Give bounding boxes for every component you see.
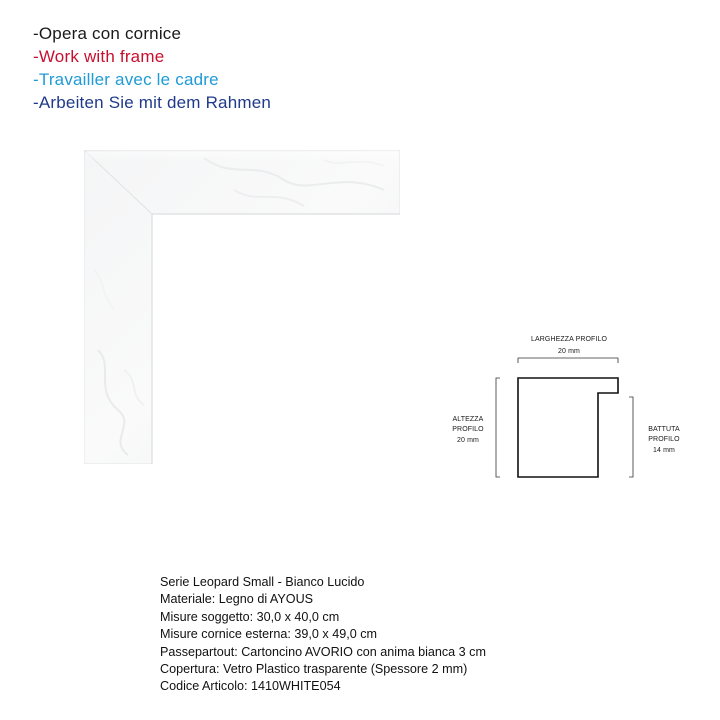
frame-corner-image <box>84 150 400 464</box>
spec-material: Materiale: Legno di AYOUS <box>160 592 314 607</box>
width-value: 20 mm <box>558 348 580 355</box>
profile-outline <box>518 378 618 477</box>
product-specs <box>160 574 486 696</box>
rebate-label-line1: BATTUTA <box>648 426 680 433</box>
spec-external-size: Misure cornice esterna: 39,0 x 49,0 cm <box>160 627 377 642</box>
title-italian: -Opera con cornice <box>33 24 182 43</box>
spec-passepartout: Passepartout: Cartoncino AVORIO con anima bianca 3 cm <box>160 644 486 659</box>
title-german: -Arbeiten Sie mit dem Rahmen <box>33 93 272 112</box>
height-label-line2: PROFILO <box>452 426 484 433</box>
spec-cover: Copertura: Vetro Plastico trasparente (Spessore 2 mm) <box>160 662 468 677</box>
title-lines <box>33 22 271 114</box>
spec-series: Serie Leopard Small - Bianco Lucido <box>160 575 365 589</box>
width-label: LARGHEZZA PROFILO <box>531 336 607 343</box>
rebate-value: 14 mm <box>653 447 675 454</box>
height-label-line1: ALTEZZA <box>452 416 484 423</box>
profile-diagram <box>440 325 700 495</box>
title-french: -Travailler avec le cadre <box>33 70 219 89</box>
spec-article-code: Codice Articolo: 1410WHITE054 <box>160 679 341 694</box>
height-value: 20 mm <box>457 437 479 444</box>
rebate-label-line2: PROFILO <box>648 436 680 443</box>
spec-subject-size: Misure soggetto: 30,0 x 40,0 cm <box>160 609 340 624</box>
title-english: -Work with frame <box>33 47 165 66</box>
